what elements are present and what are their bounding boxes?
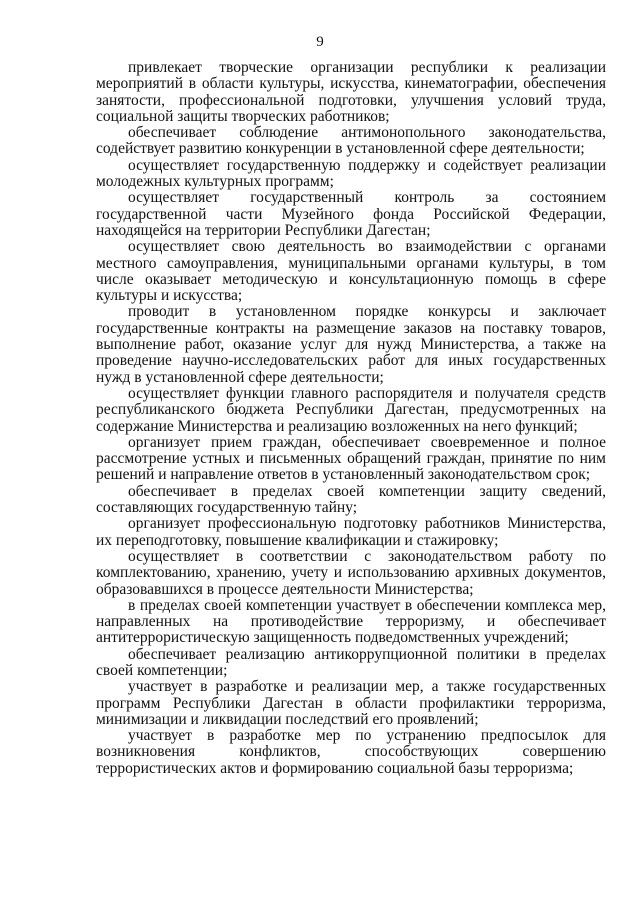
paragraph-state-contracts: проводит в установленном порядке конкурсы и заключает государственные контракты на размещение заказов на поставку товаров, выполнение работ, оказание услуг для нужд Министерства, а также на проведение научно-исследовательских работ для иных государственных нужд в установленной сфере деятельности; <box>96 303 606 386</box>
paragraph-creative-organizations: привлекает творческие организации республики к реализации мероприятий в области культуры, искусства, кинематографии, обеспечения занятости, профессиональной подготовки, улучшения условий труда, социальной защиты творческих работников; <box>96 59 606 125</box>
paragraph-terrorism-prevention-programs: участвует в разработке и реализации мер, а также государственных программ Республики Дагестан в области профилактики терроризма, минимизации и ликвидации последствий его проявлений; <box>96 678 606 728</box>
page-number: 9 <box>316 34 324 50</box>
paragraph-antimonopoly: обеспечивает соблюдение антимонопольного законодательства, содействует развитию конкуренции в установленной сфере деятельности; <box>96 124 606 158</box>
paragraph-anticorruption: обеспечивает реализацию антикоррупционной политики в пределах своей компетенции; <box>96 645 606 679</box>
paragraph-staff-training: организует профессиональную подготовку работников Министерства, их переподготовку, повышение квалификации и стажировку; <box>96 515 606 549</box>
paragraph-state-secret: обеспечивает в пределах своей компетенции защиту сведений, составляющих государственную тайну; <box>96 482 606 517</box>
paragraph-archives: осуществляет в соответствии с законодательством работу по комплектованию, хранению, учету и использованию архивных документов, образовавшихся в процессе деятельности Министерства; <box>96 547 606 598</box>
paragraph-youth-programs: осуществляет государственную поддержку и содействует реализации молодежных культурных программ; <box>96 156 606 191</box>
document-body <box>96 60 606 777</box>
paragraph-budget-functions: осуществляет функции главного распорядителя и получателя средств республиканского бюджета Республики Дагестан, предусмотренных на содержание Министерства и реализацию возложенных на него функций; <box>96 384 606 435</box>
paragraph-museum-fund-control: осуществляет государственный контроль за состоянием государственной части Музейного фонда Российской Федерации, находящейся на территории Республики Дагестан; <box>96 189 606 239</box>
paragraph-citizen-appeals: организует прием граждан, обеспечивает своевременное и полное рассмотрение устных и письменных обращений граждан, принятие по ним решений и направление ответов в установленный законодательством срок; <box>96 433 606 484</box>
paragraph-conflict-prevention: участвует в разработке мер по устранению предпосылок для возникновения конфликтов, способствующих совершению террористических актов и формированию социальной базы терроризма; <box>96 727 606 777</box>
paragraph-local-government-interaction: осуществляет свою деятельность во взаимодействии с органами местного самоуправления, муниципальными органами культуры, в том числе оказывает методическую и консультационную помощь в сфере культуры и искусства; <box>96 238 606 305</box>
paragraph-antiterrorism-security: в пределах своей компетенции участвует в обеспечении комплекса мер, направленных на противодействие терроризму, и обеспечивает антитеррористическую защищенность подведомственных учреждений; <box>96 596 606 647</box>
